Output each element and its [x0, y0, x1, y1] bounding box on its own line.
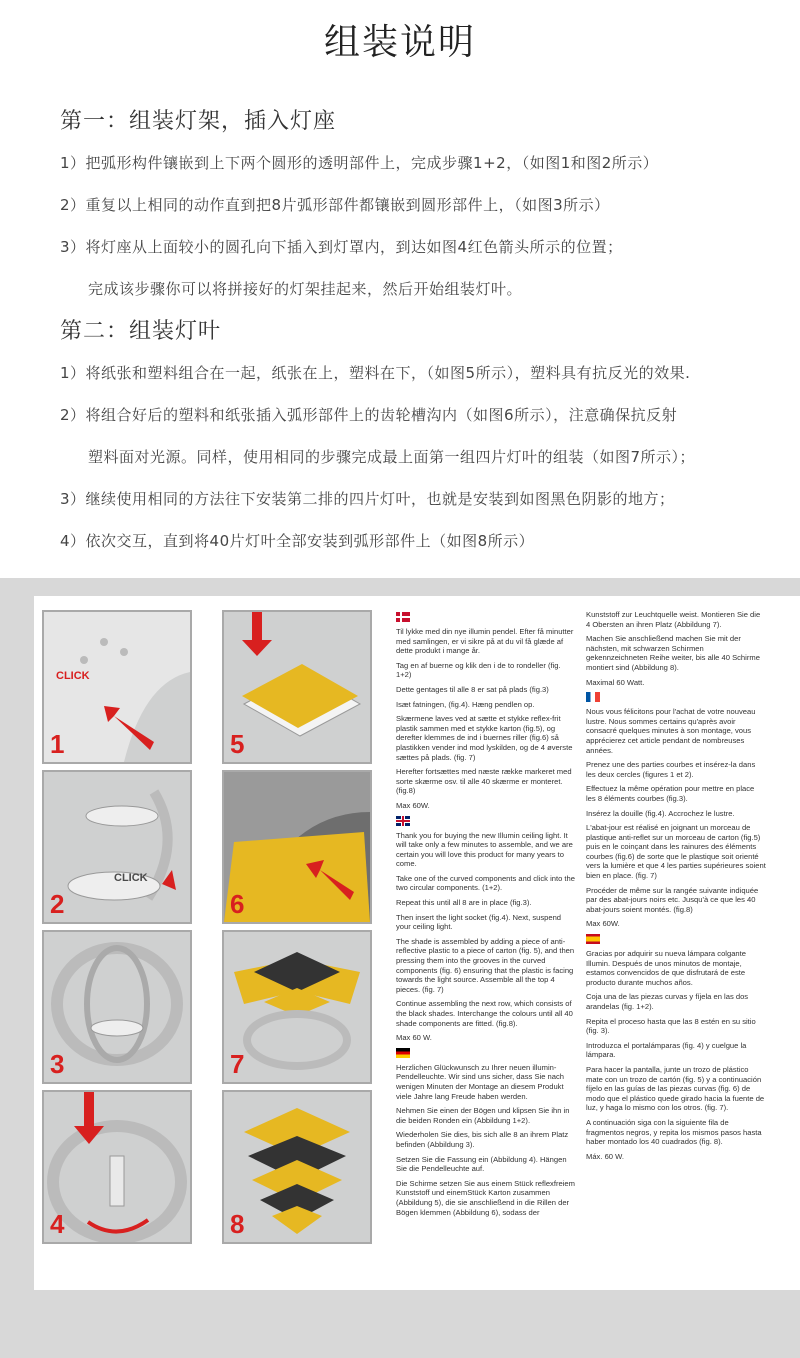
section-2-step-3: 3）继续使用相同的方法往下安装第二排的四片灯叶，也就是安装到如图黑色阴影的地方； — [60, 490, 675, 508]
section-1-note: 完成该步骤你可以将拼接好的灯架挂起来，然后开始组装灯叶。 — [88, 280, 523, 298]
french-paragraph: Procéder de même sur la rangée suivante indiquée par des abat-jours noirs etc. Jusqu'à ce que les 40 abat-jours soient montés. (fig.8) — [586, 885, 759, 914]
german-paragraph: Nehmen Sie einen der Bögen und klipsen Sie ihn in die beiden Ronden ein (Abbildung 1+2). — [396, 1106, 570, 1125]
spanish-paragraph: Para hacer la pantalla, junte un trozo de plástico mate con un trozo de cartón (fig. 5) y a continuación fíjelo en las guías de las piezas curvas (fig. 6) de modo que el plástico quede girado hacia la fuente de luz, y haga lo mismo con los otros. (fig. 7). — [586, 1064, 765, 1113]
figure-number: 3 — [50, 1049, 65, 1079]
section-1-step-1: 1）把弧形构件镶嵌到上下两个圆形的透明部件上，完成步骤1+2，（如图1和图2所示） — [60, 154, 659, 172]
figure-number: 8 — [230, 1209, 245, 1239]
figure-8 — [222, 1090, 372, 1244]
spanish-paragraph: Gracias por adquirir su nueva lámpara colgante Illumin. Después de unos minutos de montaje, estamos convencidos de que disfrutará de este producto durante muchos años. — [586, 949, 746, 987]
instruction-paper — [34, 596, 800, 1290]
top-shades-illustration — [224, 932, 370, 1082]
danish-paragraph: Herefter fortsættes med næste række markeret med sorte skærme osv. til alle 40 skærme er monteret. (fig.8) — [396, 767, 572, 796]
danish-paragraph: Dette gentages til alle 8 er sat på plads (fig.3) — [396, 684, 549, 694]
german-paragraph: Setzen Sie die Fassung ein (Abbildung 4). Hängen Sie die Pendelleuchte auf. — [396, 1154, 567, 1174]
french-flag-icon — [586, 692, 600, 702]
paper-plastic-illustration — [224, 612, 370, 762]
section-2-step-2: 2）将组合好后的塑料和纸张插入弧形部件上的齿轮槽沟内（如图6所示），注意确保抗反射 — [60, 406, 678, 424]
socket-insert-illustration — [44, 1092, 190, 1242]
french-paragraph: Effectuez la même opération pour mettre en place les 8 éléments courbes (fig.3). — [586, 784, 755, 803]
figure-number: 7 — [230, 1049, 245, 1079]
figure-3 — [42, 930, 192, 1084]
figure-number: 6 — [230, 889, 245, 919]
english-paragraph: The shade is assembled by adding a piece of anti-reflective plastic to a piece of carton (fig. 5), and then pressing them into the grooves in the curved components (fig. 6) ensuring that the plastic is facing towards the light source. Assemble all the top 4 pieces. (fig. 7) — [396, 936, 575, 994]
german-paragraph: Herzlichen Glückwunsch zu Ihrer neuen illumin-Pendelleuchte. Wir sind uns sicher, dass Sie nach wenigen Minuten der Montage an diesem Produkt viele Jahre lang Freude haben werden. — [396, 1062, 564, 1101]
section-2-heading: 第二：组装灯叶 — [60, 319, 222, 344]
section-1-heading: 第一：组装灯架，插入灯座 — [60, 109, 337, 134]
insert-shade-illustration — [224, 772, 370, 922]
click-label: CLICK — [114, 872, 148, 884]
danish-paragraph: Til lykke med din nye illumin pendel. Efter få minutter med samlingen, er vi sikre på at du vil få glæde af dette produkt i mange år. — [396, 627, 574, 656]
figure-2 — [42, 770, 192, 924]
figure-5 — [222, 610, 372, 764]
german-paragraph: Die Schirme setzen Sie aus einem Stück reflexfreiem Kunststoff und einemStück Karton zusammen (Abbildung 5), die sie anschließend in die Rillen der Bögen klemmen (Abbildung 6), sodass der — [396, 1178, 575, 1217]
danish-paragraph: Max 60W. — [396, 800, 430, 810]
figure-number: 2 — [50, 889, 65, 919]
section-1-step-3: 3）将灯座从上面较小的圆孔向下插入到灯罩内，到达如图4红色箭头所示的位置； — [60, 238, 623, 256]
figure-4 — [42, 1090, 192, 1244]
german-flag-icon — [396, 1048, 410, 1058]
section-2-step-4: 4）依次交互，直到将40片灯叶全部安装到弧形部件上（如图8所示） — [60, 532, 535, 550]
danish-paragraph: Tag en af buerne og klik den i de to rondeller (fig. 1+2) — [396, 660, 561, 680]
english-paragraph: Max 60 W. — [396, 1033, 432, 1043]
figure-7 — [222, 930, 372, 1084]
spanish-paragraph: Repita el proceso hasta que las 8 estén en su sitio (fig. 3). — [586, 1016, 756, 1036]
instruction-sheet-photo — [0, 578, 800, 1358]
english-paragraph: Thank you for buying the new Illumin ceiling light. It will take only a few minutes to assemble, and we are certain you will love this product for many years to come. — [396, 830, 573, 869]
spanish-paragraph: Introduzca el portalámparas (fig. 4) y cuelgue la lámpara. — [586, 1040, 747, 1060]
french-paragraph: L'abat-jour est réalisé en joignant un morceau de plastique anti-reflet sur un morceau de carton (fig.5) puis en le coinçant dans les rainures des éléments courbes (fig.6) de sorte que le plastique soit orienté vers la lumière et que 4 les parties supérieures soient bien en place. (fig. 7) — [586, 823, 766, 881]
figure-1 — [42, 610, 192, 764]
danish-paragraph: Skærmene laves ved at sætte et stykke reflex-frit plastik sammen med et stykke karton (fig.5), og derefter klemmes de ind i buernes riller (fig.6) så plastikken vender ind mod lyskilden, og de 4 øverste sættes på plads. (fig. 7) — [396, 714, 573, 762]
frame-arc-illustration — [44, 772, 190, 922]
frame-ring-illustration — [44, 612, 190, 762]
english-paragraph: Then insert the light socket (fig.4). Next, suspend your ceiling light. — [396, 912, 562, 932]
german-paragraph: Maximal 60 Watt. — [586, 677, 645, 687]
german-paragraph: Machen Sie anschließend machen Sie mit der nächsten, mit schwarzen Schirmen gekennzeichneten Reihe weiter, bis alle 40 Schirme montiert sind (Abbildung 8). — [586, 634, 760, 672]
figure-6 — [222, 770, 372, 924]
figure-number: 1 — [50, 729, 65, 759]
spanish-paragraph: Máx. 60 W. — [586, 1151, 624, 1161]
german-paragraph: Wiederholen Sie dies, bis sich alle 8 an ihrem Platz befinden (Abbildung 3). — [396, 1130, 569, 1149]
english-paragraph: Continue assembling the next row, which consists of the black shades. Interchange the colours until all 40 shade components are fitted. (fig.8). — [396, 999, 573, 1028]
french-paragraph: Max 60W. — [586, 919, 620, 929]
spanish-paragraph: Coja una de las piezas curvas y fíjela en las dos arandelas (fig. 1+2). — [586, 992, 749, 1011]
german-paragraph: Kunststoff zur Leuchtquelle weist. Montieren Sie die 4 Obersten an ihren Platz (Abbildung 7). — [586, 610, 761, 629]
manual-column-2 — [586, 610, 766, 1166]
french-paragraph: Insérez la douille (fig.4). Accrochez le lustre. — [586, 808, 735, 818]
uk-flag-icon — [396, 816, 410, 826]
french-paragraph: Nous vous félicitons pour l'achat de votre nouveau lustre. Nous sommes certains qu'après avoir consacré quelques minutes à son montage, vous apprécierez cet article pendant de nombreuses années. — [586, 707, 756, 755]
frame-assembled-illustration — [44, 932, 190, 1082]
manual-column-1 — [396, 610, 576, 1222]
click-label: CLICK — [56, 670, 90, 682]
danish-paragraph: Isæt fatningen, (fig.4). Hæng pendlen op. — [396, 699, 535, 709]
completed-lamp-illustration — [224, 1092, 370, 1242]
english-paragraph: Repeat this until all 8 are in place (fig.3). — [396, 898, 532, 908]
section-1-step-2: 2）重复以上相同的动作直到把8片弧形部件都镶嵌到圆形部件上，（如图3所示） — [60, 196, 610, 214]
english-paragraph: Take one of the curved components and click into the two circular components. (1+2). — [396, 873, 575, 893]
page-title: 组装说明 — [323, 22, 476, 63]
figure-number: 4 — [50, 1209, 65, 1239]
french-paragraph: Prenez une des parties courbes et insérez-la dans les deux cercles (figures 1 et 2). — [586, 760, 756, 779]
danish-flag-icon — [396, 612, 410, 622]
figure-number: 5 — [230, 729, 245, 759]
spanish-paragraph: A continuación siga con la siguiente fila de fragmentos negros, y repita los mismos pasos hasta haber montado los 40 cuadrados (fig. 8). — [586, 1117, 762, 1147]
section-2-step-1: 1）将纸张和塑料组合在一起，纸张在上，塑料在下，（如图5所示），塑料具有抗反光的效果. — [60, 364, 691, 382]
spanish-flag-icon — [586, 934, 600, 944]
section-2-step-2-cont: 塑料面对光源。同样，使用相同的步骤完成最上面第一组四片灯叶的组装（如图7所示）； — [88, 448, 696, 466]
